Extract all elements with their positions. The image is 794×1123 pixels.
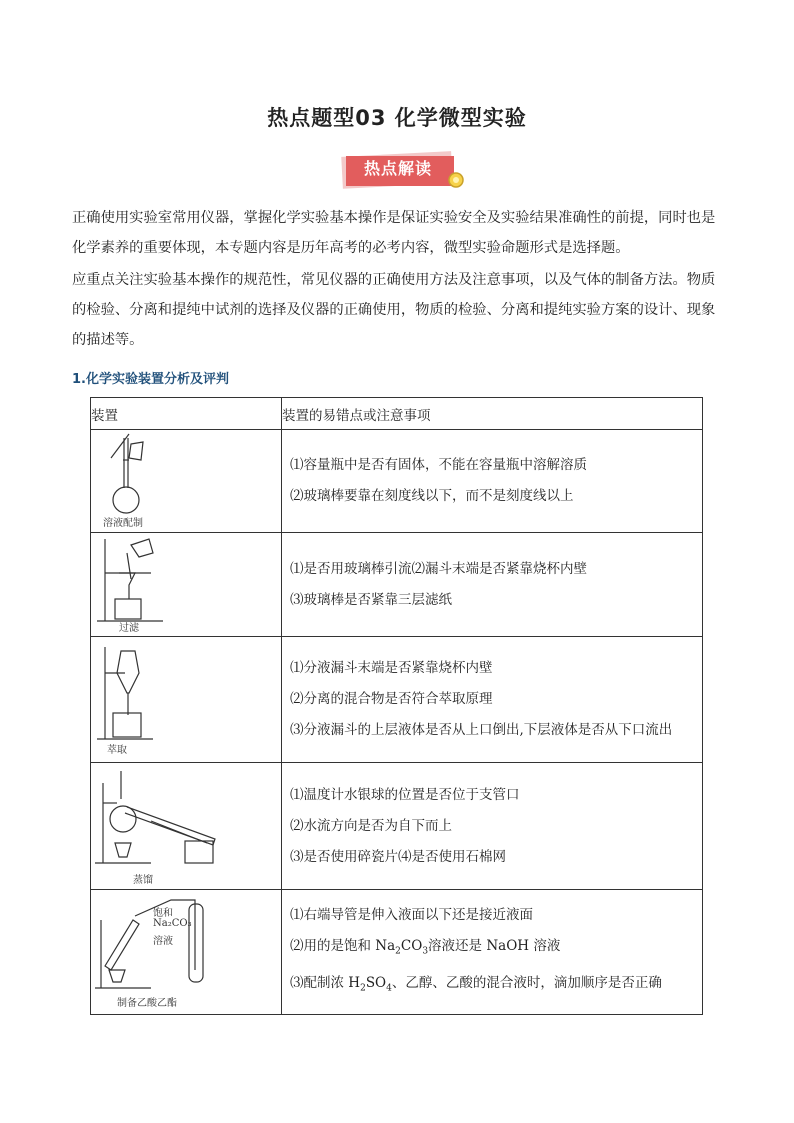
table-header-row xyxy=(91,398,703,430)
page-title: 热点题型03 化学微型实验 xyxy=(267,106,527,130)
caption: 蒸馏 xyxy=(133,875,153,886)
diagram-label: 饱和 xyxy=(153,908,173,919)
intro-paragraph-1: 正确使用实验室常用仪器，掌握化学实验基本操作是保证实验安全及实验结果准确性的前提，同时也是化学素养的重要体现，本专题内容是历年高考的必考内容，微型实验命题形式是选择题。 xyxy=(72,210,716,256)
apparatus-image-extraction xyxy=(91,637,281,762)
diagram-label: Na₂CO₃ xyxy=(153,918,192,929)
note-line: ⑴温度计水银球的位置是否位于支管口 xyxy=(290,786,520,803)
table-row xyxy=(91,637,703,763)
note-line: ⑵水流方向是否为自下而上 xyxy=(290,817,452,834)
apparatus-table xyxy=(90,397,703,1015)
table-row xyxy=(91,430,703,533)
header-notes: 装置的易错点或注意事项 xyxy=(282,398,703,430)
apparatus-image-ester-prep xyxy=(91,890,281,1014)
table-row xyxy=(91,533,703,637)
note-line: ⑴是否用玻璃棒引流⑵漏斗末端是否紧靠烧杯内壁 xyxy=(290,560,587,577)
section-heading: 1.化学实验装置分析及评判 xyxy=(72,372,229,387)
distillation-icon xyxy=(91,763,281,889)
note-line: ⑶玻璃棒是否紧靠三层滤纸 xyxy=(290,591,452,608)
note-line: ⑴容量瓶中是否有固体，不能在容量瓶中溶解溶质 xyxy=(290,457,587,473)
caption: 萃取 xyxy=(107,745,127,756)
caption: 过滤 xyxy=(119,623,139,634)
apparatus-image-solution-prep xyxy=(91,430,281,532)
note-line: ⑴分液漏斗末端是否紧靠烧杯内壁 xyxy=(290,660,493,676)
note-line: ⑶是否使用碎瓷片⑷是否使用石棉网 xyxy=(290,848,506,865)
diagram-label: 溶液 xyxy=(153,936,173,947)
caption: 溶液配制 xyxy=(103,518,143,529)
apparatus-image-distillation xyxy=(91,763,281,889)
header-apparatus: 装置 xyxy=(91,398,282,430)
note-line: ⑵分离的混合物是否符合萃取原理 xyxy=(290,691,493,707)
table-row xyxy=(91,763,703,890)
table-row xyxy=(91,890,703,1015)
apparatus-image-filtration xyxy=(91,533,281,636)
note-line: ⑶配制浓 $H_2SO_4$、乙醇、乙酸的混合液时，滴加顺序是否正确 xyxy=(290,974,662,994)
note-line: ⑴右端导管是伸入液面以下还是接近液面 xyxy=(290,906,533,923)
intro-paragraph-2: 应重点关注实验基本操作的规范性，常见仪器的正确使用方法及注意事项，以及气体的制备方法。物质的检验、分离和提纯中试剂的选择及仪器的正确使用，物质的检验、分离和提纯实验方案的设计、现象的描述等。 xyxy=(72,272,716,348)
note-line: ⑶分液漏斗的上层液体是否从上口倒出,下层液体是否从下口流出 xyxy=(290,722,673,738)
note-line: ⑵用的是饱和 $Na_2CO_3$溶液还是 NaOH 溶液 xyxy=(290,937,561,957)
caption: 制备乙酸乙酯 xyxy=(117,998,177,1009)
banner-label: 热点解读 xyxy=(363,159,432,178)
note-line: ⑵玻璃棒要靠在刻度线以下，而不是刻度线以上 xyxy=(290,488,574,504)
